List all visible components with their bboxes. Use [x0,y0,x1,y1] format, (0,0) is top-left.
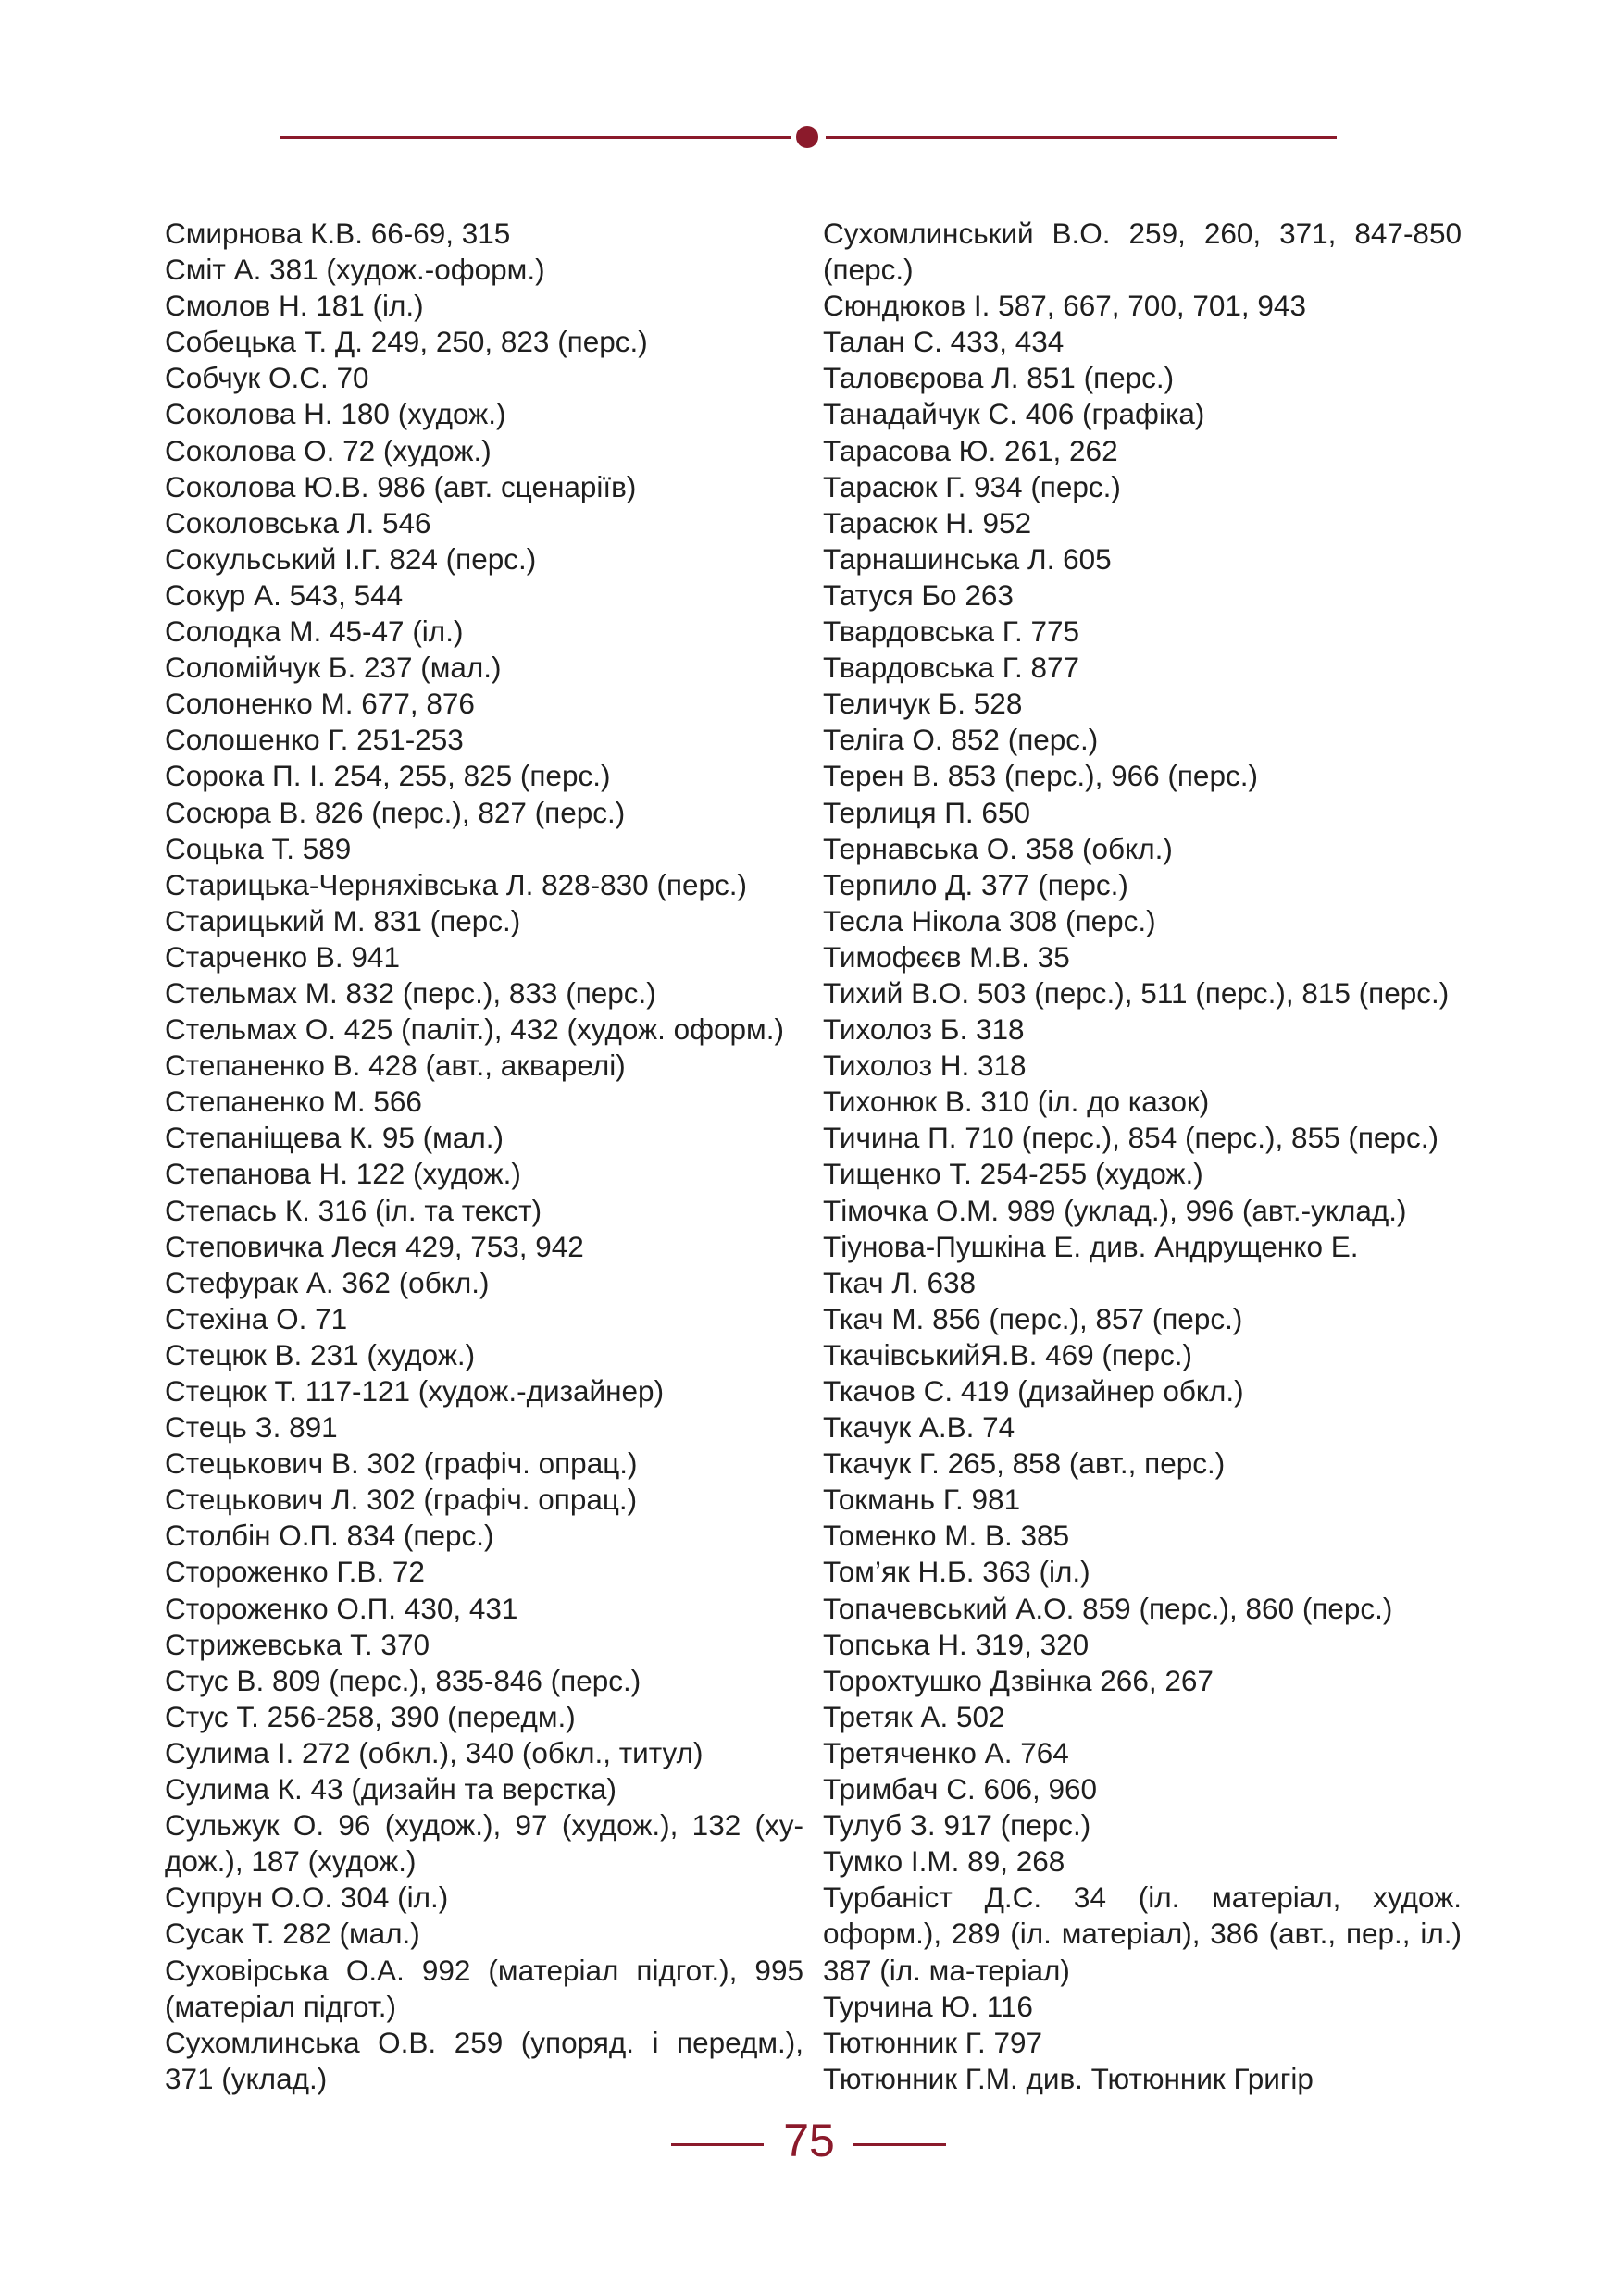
index-entry: Торохтушко Дзвінка 266, 267 [823,1663,1214,1697]
footer-rule-right [853,2143,946,2146]
index-entry: Топська Н. 319, 320 [823,1627,1090,1661]
index-entry: Стефурак А. 362 (обкл.) [165,1265,490,1299]
index-entry: Сюндюков І. 587, 667, 700, 701, 943 [823,289,1306,323]
index-entry: Солошенко Г. 251-253 [165,723,464,757]
index-entry: Суховірська О.А. 992 (матеріал підгот.), 995 (матеріал підгот.) [165,1953,803,2023]
index-entry: Стецькович В. 302 (графіч. опрац.) [165,1446,638,1481]
index-entry: Третяченко А. 764 [823,1735,1069,1769]
index-entry: Стрижевська Т. 370 [165,1627,430,1661]
index-entry: Ткачов С. 419 (дизайнер обкл.) [823,1374,1244,1408]
index-entry: Стус В. 809 (перс.), 835-846 (перс.) [165,1663,641,1697]
index-entry: Степанова Н. 122 (худож.) [165,1157,521,1191]
index-entry: Третяк А. 502 [823,1699,1005,1733]
index-entry: Таловєрова Л. 851 (перс.) [823,361,1175,395]
index-entry: Токмань Г. 981 [823,1483,1021,1517]
index-entry: Соломійчук Б. 237 (мал.) [165,651,502,685]
page-number: 75 [783,2115,835,2166]
index-entry: Теличук Б. 528 [823,687,1023,721]
index-entry: Столбін О.П. 834 (перс.) [165,1519,494,1553]
index-entry: Тарасюк Н. 952 [823,505,1032,540]
index-entry: Соколовська Л. 546 [165,505,431,540]
index-entry: Стус Т. 256-258, 390 (передм.) [165,1699,576,1733]
index-entry: Тимофєєв М.В. 35 [823,939,1070,974]
index-entry: Топачевський А.О. 859 (перс.), 860 (перс.) [823,1591,1393,1625]
index-entry: Степовичка Леся 429, 753, 942 [165,1229,584,1263]
index-entry: Степаненко В. 428 (авт., акварелі) [165,1049,626,1083]
index-entry: Стехіна О. 71 [165,1301,348,1335]
index-entry: Тімочка О.М. 989 (уклад.), 996 (авт.-уклад.) [823,1193,1407,1227]
index-entry: Сосюра В. 826 (перс.), 827 (перс.) [165,795,626,829]
index-entry: Сокульський І.Г. 824 (перс.) [165,541,537,576]
index-entry: Ткач М. 856 (перс.), 857 (перс.) [823,1301,1243,1335]
index-entry: Соцька Т. 589 [165,831,352,865]
index-entry: Супрун О.О. 304 (іл.) [165,1880,449,1915]
index-entry: Смирнова К.В. 66-69, 315 [165,217,511,250]
index-entry: Терен В. 853 (перс.), 966 (перс.) [823,759,1258,793]
index-entry: Старицький М. 831 (перс.) [165,903,521,937]
index-entry: Твардовська Г. 877 [823,651,1080,685]
index-entry: Степаненко М. 566 [165,1085,422,1119]
index-entry: Ткач Л. 638 [823,1265,977,1299]
index-entry: Сухомлинський В.О. 259, 260, 371, 847-850 (перс.) [823,217,1462,287]
index-entry: Тихолоз Б. 318 [823,1012,1025,1047]
index-column-right [823,216,1462,2097]
index-entry: Степась К. 316 (іл. та текст) [165,1193,542,1227]
index-entry: Стельмах М. 832 (перс.), 833 (перс.) [165,975,656,1010]
index-entry: Стецюк В. 231 (худож.) [165,1337,476,1371]
index-entry: Танадайчук С. 406 (графіка) [823,397,1205,431]
index-entry: Талан С. 433, 434 [823,325,1065,359]
index-entry: Сорока П. І. 254, 255, 825 (перс.) [165,759,611,793]
index-entry: Тулуб З. 917 (перс.) [823,1808,1091,1843]
index-entry: Тарасова Ю. 261, 262 [823,433,1118,467]
index-entry: ТкачівськийЯ.В. 469 (перс.) [823,1337,1192,1371]
index-entry: Стецюк Т. 117-121 (худож.-дизайнер) [165,1374,665,1408]
index-entry: Сухомлинська О.В. 259 (упоряд. і передм.), 371 (уклад.) [165,2025,803,2095]
index-entry: Стороженко Г.В. 72 [165,1555,425,1589]
index-entry: Соколова О. 72 (худож.) [165,433,492,467]
index-entry: Терлиця П. 650 [823,795,1030,829]
index-entry: Стельмах О. 425 (паліт.), 432 (худож. оформ.) [165,1012,784,1047]
index-entry: Ткачук Г. 265, 858 (авт., перс.) [823,1446,1226,1481]
index-entry: Сулима К. 43 (дизайн та верстка) [165,1772,616,1806]
index-entry: Солоненко М. 677, 876 [165,687,475,721]
index-entry: Тихонюк В. 310 (іл. до казок) [823,1085,1210,1119]
index-entry: Тихолоз Н. 318 [823,1049,1027,1083]
index-entry: Собчук О.С. 70 [165,361,369,395]
index-entry: Турчина Ю. 116 [823,1989,1033,2023]
index-entry: Старицька-Черняхівська Л. 828-830 (перс.) [165,867,748,901]
index-entry: Смолов Н. 181 (іл.) [165,289,424,323]
index-entry: Тумко І.М. 89, 268 [823,1844,1065,1879]
index-entry: Сміт А. 381 (худож.-оформ.) [165,253,545,287]
index-entry: Тищенко Т. 254-255 (худож.) [823,1157,1203,1191]
index-entry: Тернавська О. 358 (обкл.) [823,831,1173,865]
index-entry: Сокур А. 543, 544 [165,577,404,612]
index-entry: Соколова Ю.В. 986 (авт. сценаріїв) [165,469,637,503]
index-entry: Тютюнник Г.М. див. Тютюнник Григір [823,2061,1314,2095]
index-entry: Сулима І. 272 (обкл.), 340 (обкл., титул) [165,1735,704,1769]
index-entry: Сульжук О. 96 (худож.), 97 (худож.), 132 (ху-дож.), 187 (худож.) [165,1808,803,1879]
index-column-left [165,216,803,2097]
index-entry: Тихий В.О. 503 (перс.), 511 (перс.), 815 (перс.) [823,975,1450,1010]
index-entry: Сусак Т. 282 (мал.) [165,1917,420,1951]
index-entry: Тичина П. 710 (перс.), 854 (перс.), 855 (перс.) [823,1121,1438,1155]
index-entry: Томенко М. В. 385 [823,1519,1070,1553]
index-entry: Ткачук А.В. 74 [823,1410,1015,1445]
index-entry: Том’як Н.Б. 363 (іл.) [823,1555,1090,1589]
index-entry: Стець З. 891 [165,1410,338,1445]
index-entry: Тіунова-Пушкіна Е. див. Андрущенко Е. [823,1229,1359,1263]
index-entry: Теліга О. 852 (перс.) [823,723,1099,757]
header-rule-left [280,136,791,139]
index-entry: Стецькович Л. 302 (графіч. опрац.) [165,1483,638,1517]
index-entry: Твардовська Г. 775 [823,614,1080,649]
index-entry: Соколова Н. 180 (худож.) [165,397,506,431]
footer-rule-left [671,2143,764,2146]
index-entry: Турбаніст Д.С. 34 (іл. матеріал, худож. оформ.), 289 (іл. матеріал), 386 (авт., пер., іл.) 387 (іл. ма-теріал) [823,1880,1462,1987]
index-entry: Тесла Нікола 308 (перс.) [823,903,1156,937]
index-entry: Тарасюк Г. 934 (перс.) [823,469,1121,503]
index-entry: Тримбач С. 606, 960 [823,1772,1098,1806]
index-entry: Старченко В. 941 [165,939,400,974]
index-entry: Собецька Т. Д. 249, 250, 823 (перс.) [165,325,648,359]
index-entry: Тарнашинська Л. 605 [823,541,1112,576]
index-entry: Солодка М. 45-47 (іл.) [165,614,464,649]
index-entry: Татуся Бо 263 [823,577,1014,612]
index-entry: Степаніщева К. 95 (мал.) [165,1121,504,1155]
index-entry: Терпило Д. 377 (перс.) [823,867,1128,901]
index-entry: Тютюнник Г. 797 [823,2025,1043,2059]
header-rule-right [826,136,1337,139]
index-entry: Стороженко О.П. 430, 431 [165,1591,518,1625]
header-dot [796,126,818,148]
